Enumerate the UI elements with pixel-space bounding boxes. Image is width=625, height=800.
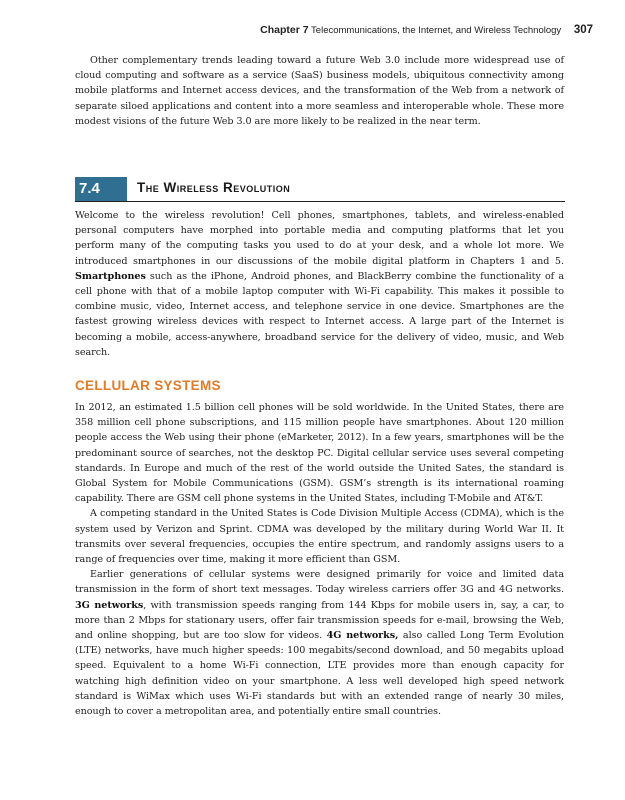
- key-term-4g: 4G networks,: [326, 630, 399, 642]
- cellular-text-1: Earlier generations of cellular systems were designed primarily for voice and limited data transmission in the form of short text messages. Today wireless carriers offer 3G and 4G networks.: [75, 569, 564, 596]
- cellular-paragraph-1: In 2012, an estimated 1.5 billion cell phones will be sold worldwide. In the United States, there are 358 million cell phone subscriptions, and 115 million people have smartphones. About 120 million people access the Web using their phone (eMarketer, 2012). In a few years, smartphones will be the predominant source of searches, not the desktop PC. Digital cellular service uses several competing standards. In Europe and much of the rest of the world outside the United Sates, the standard is Global System for Mobile Communications (GSM). GSM’s strength is its international roaming capability. There are GSM cell phone systems in the United States, including T-Mobile and AT&T.: [75, 402, 564, 505]
- key-term-smartphones: Smartphones: [75, 270, 146, 282]
- cellular-text-3: also called Long Term Evolution (LTE) networks, have much higher speeds: 100 megabits/second download, and 50 megabits upload speed. Equivalent to a home Wi-Fi connection, LTE provides more than enough capacity for watching high definition video on your smartphone. A less well developed high speed network standard is WiMax which uses Wi-Fi standards but with an extended range of nearly 30 miles, enough to cover a metropolitan area, and potentially entire small countries.: [75, 630, 564, 718]
- section-title: The Wireless Revolution: [137, 180, 291, 195]
- page-number: 307: [573, 24, 593, 36]
- wireless-block: [75, 208, 564, 360]
- running-head: [260, 24, 593, 36]
- subsection-heading: CELLULAR SYSTEMS: [75, 378, 221, 393]
- chapter-label: Chapter 7: [260, 24, 309, 36]
- wireless-text-2: such as the iPhone, Android phones, and BlackBerry combine the functionality of a cell phone with that of a mobile laptop computer with Wi-Fi capability. This makes it possible to combine music, video, Internet access, and telephone service in one device. Smartphones are the fastest growing wireless devices with respect to Internet access. A large part of the Internet is becoming a mobile, access-anywhere, broadband service for the delivery of video, music, and Web search.: [75, 270, 564, 358]
- intro-paragraph: Other complementary trends leading toward a future Web 3.0 include more widespread use of cloud computing and software as a service (SaaS) business models, ubiquitous connectivity among mobile platforms and Internet access devices, and the transformation of the Web from a network of separate siloed applications and content into a more seamless and interoperable whole. These more modest visions of the future Web 3.0 are more likely to be realized in the near term.: [75, 55, 564, 127]
- section-heading: [75, 177, 565, 202]
- chapter-title: Telecommunications, the Internet, and Wireless Technology: [311, 25, 562, 36]
- cellular-paragraph-3: [75, 567, 564, 719]
- cellular-paragraph-2: A competing standard in the United States is Code Division Multiple Access (CDMA), which is the system used by Verizon and Sprint. CDMA was developed by the military during World War II. It transmits over several frequencies, occupies the entire spectrum, and randomly assigns users to a range of frequencies over time, making it more efficient than GSM.: [75, 508, 564, 566]
- wireless-paragraph: [75, 208, 564, 360]
- key-term-3g: 3G networks: [75, 599, 144, 611]
- intro-block: [75, 53, 564, 129]
- wireless-text-1: Welcome to the wireless revolution! Cell phones, smartphones, tablets, and wireless-enabled personal computers have morphed into portable media and computing platforms that let you perform many of the computing tasks you used to do at your desk, and a whole lot more. We introduced smartphones in our discussions of the mobile digital platform in Chapters 1 and 5.: [75, 210, 564, 267]
- cellular-block: [75, 400, 564, 719]
- cellular-text-2: , with transmission speeds ranging from 144 Kbps for mobile users in, say, a car, to more than 2 Mbps for stationary users, offer fair transmission speeds for e-mail, browsing the Web, and online shopping, but are too slow for videos.: [75, 599, 564, 642]
- section-number: 7.4: [75, 177, 127, 201]
